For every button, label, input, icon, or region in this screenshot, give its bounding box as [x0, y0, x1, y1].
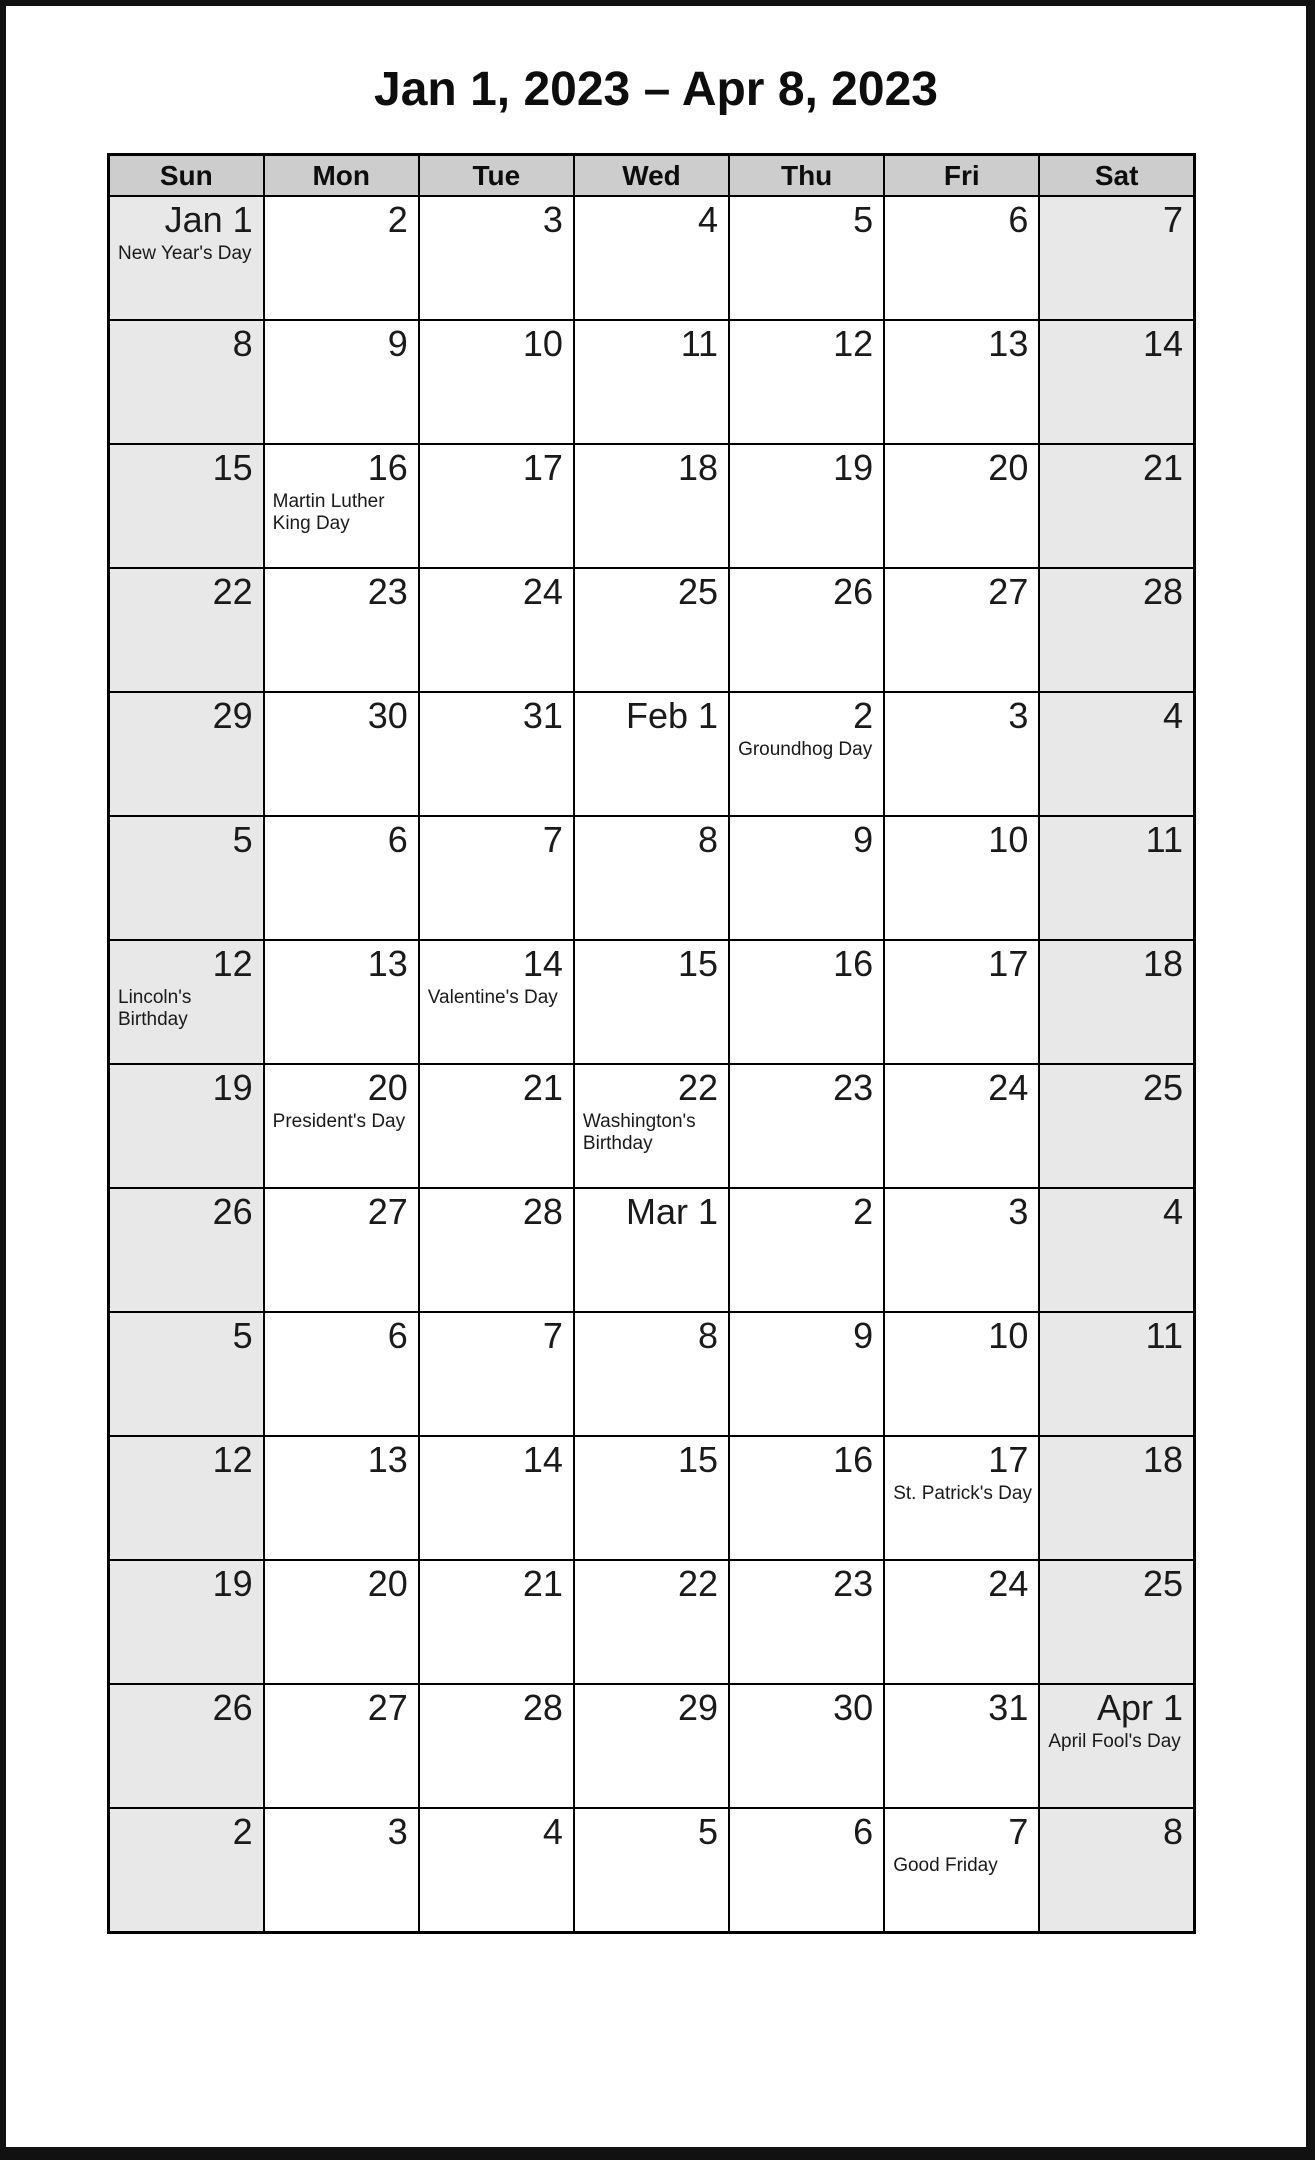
date-label: 9: [853, 1315, 874, 1357]
date-label: 15: [678, 1439, 719, 1481]
date-label: 15: [212, 447, 253, 489]
day-cell: [109, 940, 264, 1064]
day-cell: [574, 1808, 729, 1932]
day-header-wed: Wed: [574, 154, 729, 196]
day-cell: [109, 444, 264, 568]
date-label: 12: [212, 943, 253, 985]
day-cell: [419, 568, 574, 692]
day-cell: [574, 940, 729, 1064]
week-row: [109, 1064, 1195, 1188]
week-row: [109, 816, 1195, 940]
day-cell: [574, 320, 729, 444]
date-label: 8: [698, 1315, 719, 1357]
date-label: 17: [988, 943, 1029, 985]
week-row: [109, 692, 1195, 816]
day-cell: [419, 1684, 574, 1808]
date-label: 21: [522, 1563, 563, 1605]
day-cell: [419, 940, 574, 1064]
date-label: 5: [232, 1315, 253, 1357]
day-cell: [574, 692, 729, 816]
day-cell: [884, 1560, 1039, 1684]
day-cell: [109, 1560, 264, 1684]
date-label: 15: [678, 943, 719, 985]
day-header-mon: Mon: [264, 154, 419, 196]
date-label: 16: [367, 447, 408, 489]
date-label: 27: [367, 1687, 408, 1729]
day-cell: [264, 816, 419, 940]
date-label: 20: [367, 1067, 408, 1109]
day-cell: [729, 692, 884, 816]
day-cell: [729, 1188, 884, 1312]
day-cell: [574, 1560, 729, 1684]
date-label: 9: [853, 819, 874, 861]
date-label: 28: [522, 1191, 563, 1233]
date-label: 19: [212, 1563, 253, 1605]
date-label: 2: [387, 199, 408, 241]
day-cell: [574, 1684, 729, 1808]
day-cell: [419, 1808, 574, 1932]
week-row: [109, 1188, 1195, 1312]
date-label: 30: [833, 1687, 874, 1729]
date-label: 22: [678, 1563, 719, 1605]
date-label: 30: [367, 695, 408, 737]
date-label: 25: [1142, 1067, 1183, 1109]
holiday-label: Lincoln's Birthday: [118, 986, 192, 1031]
day-cell: [264, 940, 419, 1064]
date-label: 2: [853, 1191, 874, 1233]
day-cell: [419, 1436, 574, 1560]
date-label: 5: [698, 1811, 719, 1853]
date-label: 31: [988, 1687, 1029, 1729]
date-label: 7: [1008, 1811, 1029, 1853]
day-cell: [884, 816, 1039, 940]
date-label: 26: [212, 1687, 253, 1729]
date-label: 13: [988, 323, 1029, 365]
date-label: 23: [833, 1067, 874, 1109]
date-label: 18: [678, 447, 719, 489]
date-label: Mar 1: [626, 1191, 719, 1233]
date-label: 29: [212, 695, 253, 737]
day-cell: [264, 1436, 419, 1560]
day-header-sun: Sun: [109, 154, 264, 196]
date-label: 11: [1145, 1315, 1183, 1357]
date-label: 6: [853, 1811, 874, 1853]
day-cell: [574, 444, 729, 568]
week-row: [109, 444, 1195, 568]
date-label: 27: [367, 1191, 408, 1233]
date-label: 11: [1145, 819, 1183, 861]
day-cell: [884, 1808, 1039, 1932]
week-row: [109, 320, 1195, 444]
date-label: 4: [1162, 1191, 1183, 1233]
day-cell: [729, 1436, 884, 1560]
date-label: 24: [988, 1563, 1029, 1605]
date-label: 10: [988, 1315, 1029, 1357]
day-cell: [109, 568, 264, 692]
date-label: 20: [988, 447, 1029, 489]
holiday-label: St. Patrick's Day: [893, 1482, 1032, 1504]
day-cell: [419, 692, 574, 816]
day-cell: [109, 1436, 264, 1560]
day-cell: [729, 816, 884, 940]
day-cell: [574, 1436, 729, 1560]
date-label: 8: [232, 323, 253, 365]
date-label: 4: [698, 199, 719, 241]
date-label: 2: [853, 695, 874, 737]
day-cell: [1039, 568, 1194, 692]
day-cell: [1039, 444, 1194, 568]
date-label: 16: [833, 1439, 874, 1481]
day-cell: [1039, 1188, 1194, 1312]
week-row: [109, 1560, 1195, 1684]
week-row: [109, 568, 1195, 692]
week-row: [109, 1312, 1195, 1436]
date-label: 16: [833, 943, 874, 985]
calendar-table: [107, 153, 1196, 1934]
day-cell: [109, 1808, 264, 1932]
day-header-row: [109, 154, 1195, 196]
holiday-label: New Year's Day: [118, 242, 252, 264]
day-cell: [264, 196, 419, 320]
week-row: [109, 196, 1195, 320]
date-label: 17: [522, 447, 563, 489]
date-label: 7: [542, 1315, 563, 1357]
day-cell: [1039, 1064, 1194, 1188]
date-label: 18: [1142, 1439, 1183, 1481]
date-label: 11: [680, 323, 719, 365]
day-cell: [264, 1808, 419, 1932]
week-row: [109, 1684, 1195, 1808]
day-cell: [574, 1312, 729, 1436]
day-cell: [1039, 1312, 1194, 1436]
date-label: 10: [522, 323, 563, 365]
date-label: 26: [833, 571, 874, 613]
day-cell: [419, 196, 574, 320]
date-label: 12: [212, 1439, 253, 1481]
day-cell: [1039, 1684, 1194, 1808]
day-cell: [1039, 692, 1194, 816]
date-label: 7: [542, 819, 563, 861]
calendar-body: [109, 196, 1195, 1932]
day-cell: [264, 1312, 419, 1436]
date-label: Apr 1: [1096, 1687, 1183, 1729]
day-cell: [574, 568, 729, 692]
date-label: 21: [522, 1067, 563, 1109]
date-label: 6: [387, 1315, 408, 1357]
day-cell: [109, 320, 264, 444]
date-label: 14: [1142, 323, 1183, 365]
day-cell: [729, 940, 884, 1064]
day-cell: [884, 692, 1039, 816]
date-label: 14: [522, 943, 563, 985]
date-label: 24: [988, 1067, 1029, 1109]
day-cell: [264, 320, 419, 444]
date-label: 28: [522, 1687, 563, 1729]
day-cell: [1039, 1436, 1194, 1560]
day-cell: [884, 1064, 1039, 1188]
date-label: 3: [1008, 1191, 1029, 1233]
page-title: Jan 1, 2023 – Apr 8, 2023: [374, 63, 938, 116]
date-label: 13: [367, 943, 408, 985]
day-cell: [419, 1064, 574, 1188]
calendar-header: [109, 154, 1195, 196]
date-label: Jan 1: [164, 199, 253, 241]
day-cell: [1039, 320, 1194, 444]
day-cell: [419, 816, 574, 940]
date-label: 29: [678, 1687, 719, 1729]
day-cell: [729, 320, 884, 444]
date-label: 3: [1008, 695, 1029, 737]
date-label: 19: [833, 447, 874, 489]
day-cell: [109, 1188, 264, 1312]
holiday-label: Washington's Birthday: [582, 1110, 696, 1155]
day-cell: [109, 196, 264, 320]
date-label: 5: [853, 199, 874, 241]
day-header-sat: Sat: [1039, 154, 1194, 196]
day-cell: [884, 444, 1039, 568]
date-label: 22: [212, 571, 253, 613]
day-cell: [419, 1560, 574, 1684]
day-cell: [1039, 940, 1194, 1064]
date-label: 25: [1142, 1563, 1183, 1605]
day-cell: [729, 1064, 884, 1188]
date-label: 21: [1142, 447, 1183, 489]
day-cell: [264, 1560, 419, 1684]
date-label: 23: [367, 571, 408, 613]
day-cell: [729, 196, 884, 320]
date-label: 2: [232, 1811, 253, 1853]
date-label: 8: [1162, 1811, 1183, 1853]
day-cell: [264, 568, 419, 692]
week-row: [109, 940, 1195, 1064]
date-label: 17: [988, 1439, 1029, 1481]
week-row: [109, 1436, 1195, 1560]
day-cell: [884, 1436, 1039, 1560]
date-label: 24: [522, 571, 563, 613]
day-cell: [574, 196, 729, 320]
day-cell: [884, 196, 1039, 320]
day-cell: [264, 1684, 419, 1808]
date-label: 20: [367, 1563, 408, 1605]
date-label: 26: [212, 1191, 253, 1233]
day-cell: [884, 1312, 1039, 1436]
date-label: 19: [212, 1067, 253, 1109]
day-header-thu: Thu: [729, 154, 884, 196]
day-cell: [419, 1188, 574, 1312]
date-label: 31: [522, 695, 563, 737]
day-cell: [419, 1312, 574, 1436]
date-label: 12: [833, 323, 874, 365]
day-cell: [419, 320, 574, 444]
day-cell: [264, 1188, 419, 1312]
day-cell: [884, 1684, 1039, 1808]
holiday-label: Good Friday: [893, 1854, 998, 1876]
day-cell: [574, 816, 729, 940]
date-label: 6: [1008, 199, 1029, 241]
day-cell: [574, 1188, 729, 1312]
holiday-label: Groundhog Day: [738, 738, 873, 760]
date-label: 27: [988, 571, 1029, 613]
day-cell: [729, 568, 884, 692]
date-label: 7: [1162, 199, 1183, 241]
holiday-label: Valentine's Day: [427, 986, 558, 1008]
date-label: Feb 1: [626, 695, 719, 737]
day-cell: [729, 1808, 884, 1932]
date-label: 9: [387, 323, 408, 365]
day-cell: [884, 568, 1039, 692]
holiday-label: April Fool's Day: [1048, 1730, 1181, 1752]
day-cell: [264, 1064, 419, 1188]
holiday-label: President's Day: [272, 1110, 406, 1132]
week-row: [109, 1808, 1195, 1932]
day-header-tue: Tue: [419, 154, 574, 196]
day-cell: [1039, 816, 1194, 940]
date-label: 5: [232, 819, 253, 861]
day-cell: [109, 816, 264, 940]
day-cell: [884, 940, 1039, 1064]
date-label: 10: [988, 819, 1029, 861]
date-label: 8: [698, 819, 719, 861]
date-label: 4: [542, 1811, 563, 1853]
day-cell: [1039, 196, 1194, 320]
day-cell: [729, 1560, 884, 1684]
day-cell: [264, 692, 419, 816]
date-label: 6: [387, 819, 408, 861]
date-label: 3: [542, 199, 563, 241]
day-header-fri: Fri: [884, 154, 1039, 196]
day-cell: [884, 1188, 1039, 1312]
date-label: 18: [1142, 943, 1183, 985]
day-cell: [1039, 1560, 1194, 1684]
date-label: 4: [1162, 695, 1183, 737]
date-label: 22: [678, 1067, 719, 1109]
date-label: 28: [1142, 571, 1183, 613]
date-label: 14: [522, 1439, 563, 1481]
day-cell: [729, 444, 884, 568]
day-cell: [1039, 1808, 1194, 1932]
date-label: 3: [387, 1811, 408, 1853]
date-label: 25: [678, 571, 719, 613]
day-cell: [419, 444, 574, 568]
day-cell: [729, 1684, 884, 1808]
day-cell: [109, 1064, 264, 1188]
day-cell: [574, 1064, 729, 1188]
holiday-label: Martin Luther King Day: [272, 490, 385, 535]
day-cell: [109, 1684, 264, 1808]
day-cell: [729, 1312, 884, 1436]
date-label: 23: [833, 1563, 874, 1605]
day-cell: [884, 320, 1039, 444]
day-cell: [109, 692, 264, 816]
day-cell: [264, 444, 419, 568]
date-label: 13: [367, 1439, 408, 1481]
day-cell: [109, 1312, 264, 1436]
